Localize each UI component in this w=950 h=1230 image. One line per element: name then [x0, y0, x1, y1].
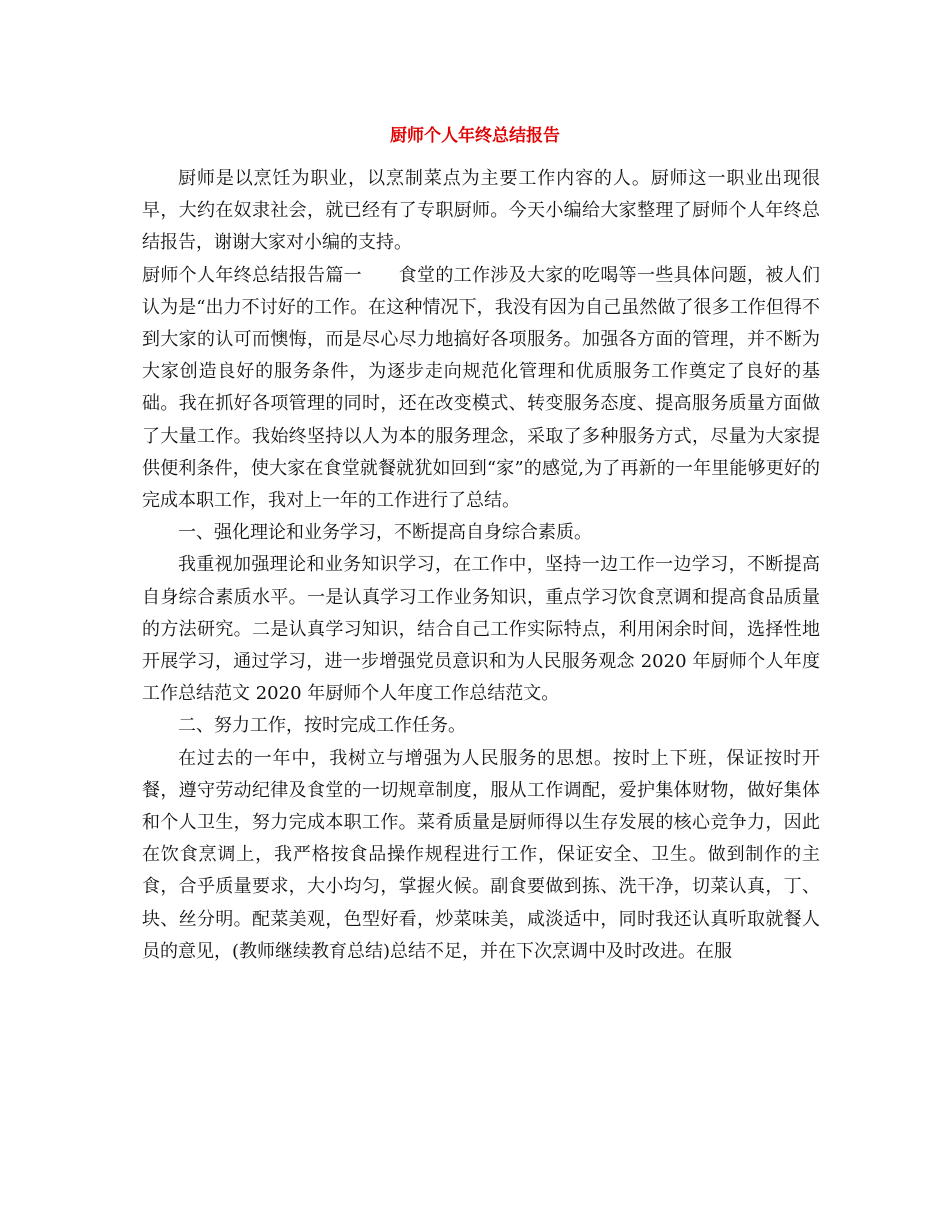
paragraph-work: 在过去的一年中，我树立与增强为人民服务的思想。按时上下班，保证按时开餐，遵守劳动纪律及食堂的一切规章制度，服从工作调配，爱护集体财物，做好集体和个人卫生，努力完成本职工作。菜肴质量是厨师得以生存发展的核心竞争力，因此在饮食烹调上，我严格按食品操作规程进行工作，保证安全、卫生。做到制作的主食，合乎质量要求，大小均匀，掌握火候。副食要做到拣、洗干净，切菜认真，丁、块、丝分明。配菜美观，色型好看，炒菜味美，咸淡适中，同时我还认真听取就餐人员的意见，(教师继续教育总结)总结不足，并在下次烹调中及时改进。在服: [142, 747, 820, 962]
paragraph-section-one-intro: 厨师个人年终总结报告篇一 食堂的工作涉及大家的吃喝等一些具体问题，被人们认为是“出力不讨好的工作。在这种情况下，我没有因为自己虽然做了很多工作但得不到大家的认可而懊悔，而是尽心尽力地搞好各项服务。加强各方面的管理，并不断为大家创造良好的服务条件，为逐步走向规范化管理和优质服务工作奠定了良好的基础。我在抓好各项管理的同时，还在改变模式、转变服务态度、提高服务质量方面做了大量工作。我始终坚持以人为本的服务理念，采取了多种服务方式，尽量为大家提供便利条件，使大家在食堂就餐就犹如回到“家”的感觉,为了再新的一年里能够更好的完成本职工作，我对上一年的工作进行了总结。: [142, 264, 820, 512]
paragraph-study: 我重视加强理论和业务知识学习，在工作中，坚持一边工作一边学习，不断提高自身综合素质水平。一是认真学习工作业务知识，重点学习饮食烹调和提高食品质量的方法研究。二是认真学习知识，结合自己工作实际特点，利用闲余时间，选择性地开展学习，通过学习，进一步增强党员意识和为人民服务观念 2020 年厨师个人年度工作总结范文 2020 年厨师个人年度工作总结范文。: [142, 554, 820, 705]
heading-study: 一、强化理论和业务学习，不断提高自身综合素质。: [178, 522, 592, 544]
paragraph-intro: 厨师是以烹饪为职业，以烹制菜点为主要工作内容的人。厨师这一职业出现很早，大约在奴隶社会，就已经有了专职厨师。今天小编给大家整理了厨师个人年终总结报告，谢谢大家对小编的支持。: [142, 168, 820, 254]
document-title: 厨师个人年终总结报告: [390, 126, 560, 146]
heading-work: 二、努力工作，按时完成工作任务。: [178, 715, 466, 737]
document-body: [142, 163, 820, 968]
